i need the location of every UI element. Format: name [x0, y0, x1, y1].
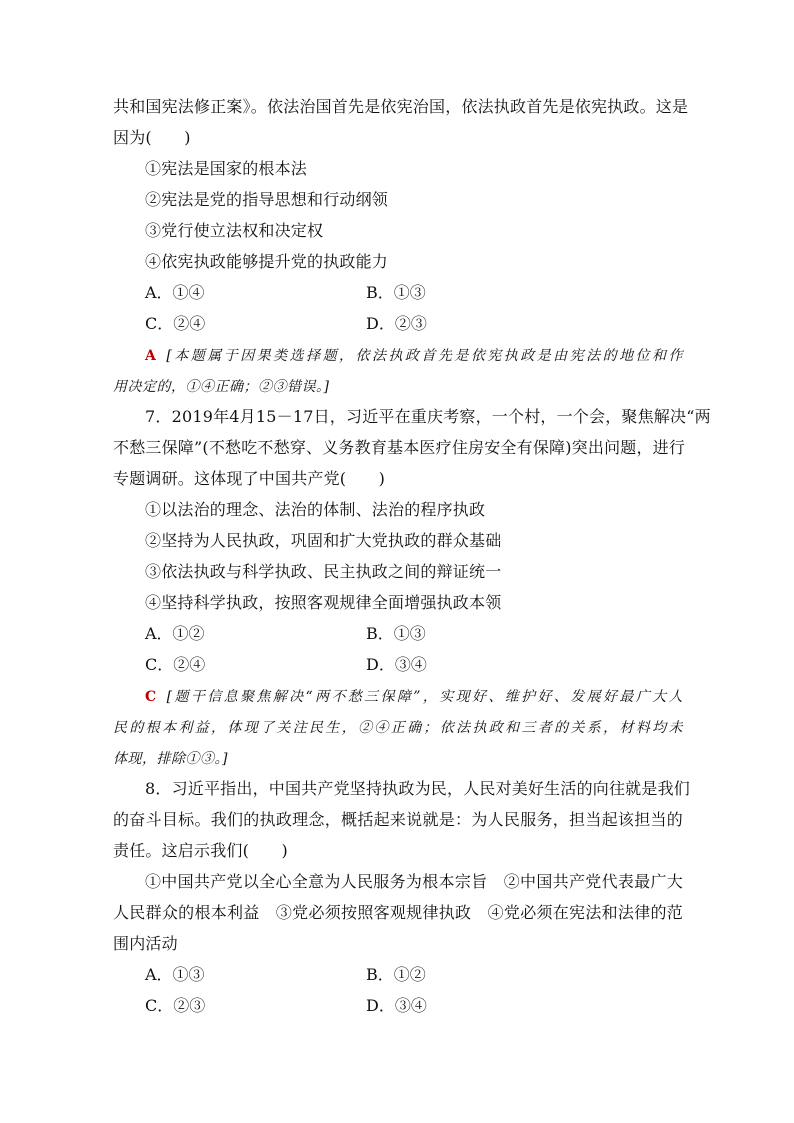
q7-statement-4: ④坚持科学执政，按照客观规律全面增强执政本领	[145, 593, 502, 612]
q6-statement-3: ③党行使立法权和决定权	[145, 221, 324, 240]
q7-stem-line-1: 7．2019年4月15－17日，习近平在重庆考察，一个村，一个会，聚焦解决“两	[145, 407, 711, 426]
q6-statement-4: ④依宪执政能够提升党的执政能力	[145, 252, 389, 271]
q8-option-b: B．①②	[366, 965, 426, 984]
q8-statements-line-1: ①中国共产党以全心全意为人民服务为根本宗旨 ②中国共产党代表最广大	[145, 872, 683, 891]
q6-statement-1: ①宪法是国家的根本法	[145, 159, 308, 178]
q7-option-d: D．③④	[366, 655, 427, 674]
q6-answer-text-1: [本题属于因果类选择题，依法执政首先是依宪执政是由宪法的地位和作	[166, 348, 683, 364]
q7-answer-line-2: 民的根本利益，体现了关注民生，②④正确；依法执政和三者的关系，材料均未	[113, 720, 683, 736]
q6-answer-letter: A	[145, 348, 157, 364]
q8-option-c: C．②③	[145, 996, 206, 1015]
q7-option-c: C．②④	[145, 655, 206, 674]
q8-stem-line-1: 8．习近平指出，中国共产党坚持执政为民，人民对美好生活的向往就是我们	[145, 779, 690, 798]
q8-option-d: D．③④	[366, 996, 427, 1015]
q6-option-c: C．②④	[145, 314, 206, 333]
q8-statements-line-2: 人民群众的根本利益 ③党必须按照客观规律执政 ④党必须在宪法和法律的范	[113, 903, 683, 922]
q7-answer-line-1	[145, 686, 683, 708]
q7-answer-line-3: 体现，排除①③。]	[113, 751, 228, 767]
q7-statement-3: ③依法执政与科学执政、民主执政之间的辩证统一	[145, 562, 502, 581]
q6-stem-line-1: 共和国宪法修正案》。依法治国首先是依宪治国，依法执政首先是依宪执政。这是	[113, 97, 689, 116]
q7-stem-line-3: 专题调研。这体现了中国共产党( )	[113, 469, 386, 488]
q8-stem-line-2: 的奋斗目标。我们的执政理念，概括起来说就是：为人民服务，担当起该担当的	[113, 810, 683, 829]
q6-answer-line-1	[145, 345, 683, 367]
q8-option-a: A．①③	[145, 965, 205, 984]
q7-option-b: B．①③	[366, 624, 426, 643]
q6-option-a: A．①④	[145, 283, 205, 302]
q7-answer-text-1: [题干信息聚焦解决“两不愁三保障”，实现好、维护好、发展好最广大人	[166, 689, 683, 705]
q7-stem-line-2: 不愁三保障”(不愁吃不愁穿、义务教育基本医疗住房安全有保障)突出问题，进行	[113, 438, 686, 457]
q6-option-b: B．①③	[366, 283, 426, 302]
q6-option-d: D．②③	[366, 314, 427, 333]
q8-statements-line-3: 围内活动	[113, 934, 178, 953]
q6-stem-line-2: 因为( )	[113, 128, 191, 147]
q6-answer-line-2: 用决定的，①④正确；②③错误。]	[113, 379, 330, 395]
q7-statement-1: ①以法治的理念、法治的体制、法治的程序执政	[145, 500, 486, 519]
q7-statement-2: ②坚持为人民执政，巩固和扩大党执政的群众基础	[145, 531, 502, 550]
q6-statement-2: ②宪法是党的指导思想和行动纲领	[145, 190, 389, 209]
q7-option-a: A．①②	[145, 624, 205, 643]
q7-answer-letter: C	[145, 689, 157, 705]
q8-stem-line-3: 责任。这启示我们( )	[113, 841, 288, 860]
